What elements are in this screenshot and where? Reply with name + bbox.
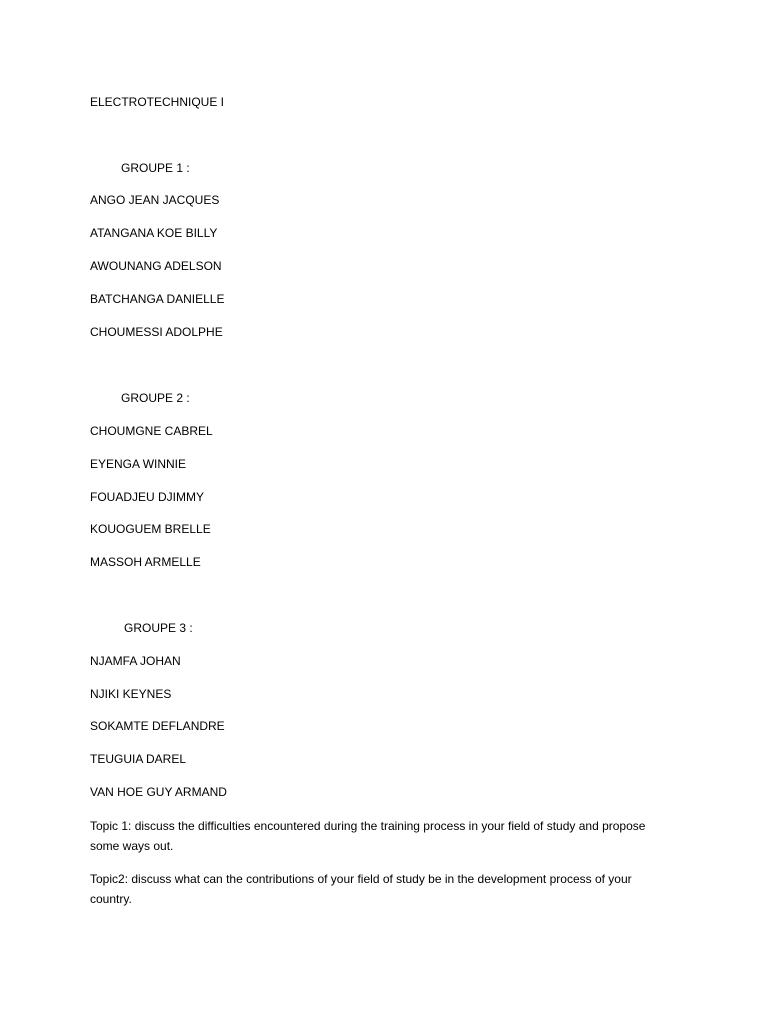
group-3-member: VAN HOE GUY ARMAND <box>90 785 227 799</box>
group-2-heading: GROUPE 2 : <box>121 391 190 405</box>
group-3-member: TEUGUIA DAREL <box>90 752 187 766</box>
topic-1-paragraph: Topic 1: discuss the difficulties encountered during the training process in your field of study and propose some ways out. <box>90 819 646 853</box>
group-1-member: ANGO JEAN JACQUES <box>90 193 220 207</box>
group-1-member: ATANGANA KOE BILLY <box>90 226 218 240</box>
topic-2-paragraph: Topic2: discuss what can the contributions of your field of study be in the development process of your country. <box>90 872 632 906</box>
group-2-member: FOUADJEU DJIMMY <box>90 490 204 504</box>
group-3-member: NJAMFA JOHAN <box>90 654 181 668</box>
group-1-member: CHOUMESSI ADOLPHE <box>90 325 223 339</box>
group-1-heading: GROUPE 1 : <box>121 161 190 175</box>
group-3-member: NJIKI KEYNES <box>90 687 172 701</box>
group-2-member: CHOUMGNE CABREL <box>90 424 213 438</box>
group-2-member: MASSOH ARMELLE <box>90 555 201 569</box>
group-2-member: EYENGA WINNIE <box>90 457 187 471</box>
group-1-member: AWOUNANG ADELSON <box>90 259 222 273</box>
group-3-heading: GROUPE 3 : <box>124 621 193 635</box>
group-2-member: KOUOGUEM BRELLE <box>90 522 211 536</box>
document-title: ELECTROTECHNIQUE I <box>90 95 225 109</box>
group-3-member: SOKAMTE DEFLANDRE <box>90 719 225 733</box>
group-1-member: BATCHANGA DANIELLE <box>90 292 225 306</box>
